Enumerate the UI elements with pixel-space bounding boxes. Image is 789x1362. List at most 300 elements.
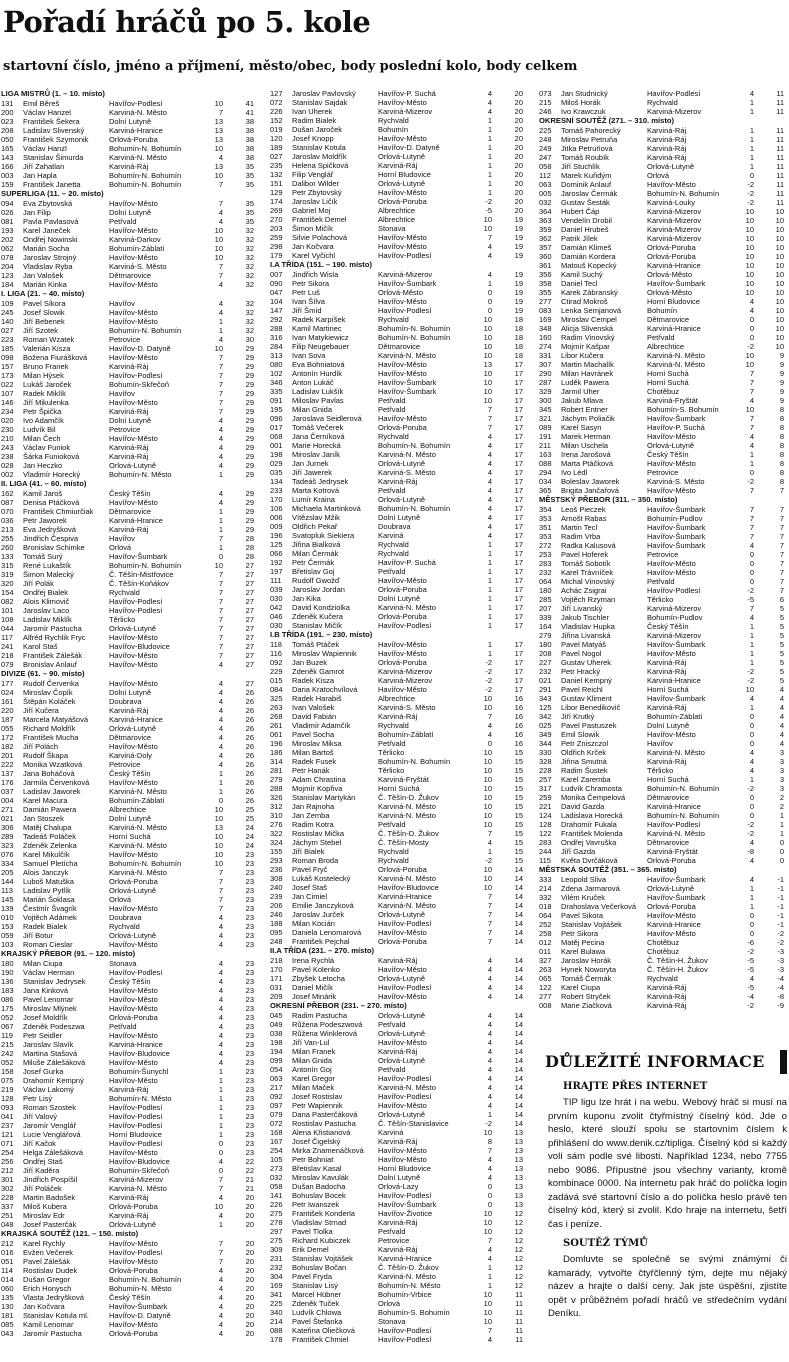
start-number: 276 bbox=[270, 820, 283, 829]
last-round-points: -4 bbox=[747, 992, 754, 1001]
player-name: Oldřich Krček bbox=[561, 748, 607, 757]
town: Karviná-Ráj bbox=[109, 706, 149, 715]
town: Karviná-Mizerov bbox=[647, 234, 702, 243]
start-number: 232 bbox=[539, 568, 552, 577]
total-points: 23 bbox=[245, 913, 254, 922]
player-name: Pavel Lenomar bbox=[23, 995, 74, 1004]
player-row bbox=[1, 832, 259, 841]
player-row bbox=[539, 757, 787, 766]
town: Havířov-Město bbox=[378, 134, 427, 143]
last-round-points: 10 bbox=[214, 344, 223, 353]
player-name: Růžena Winklerová bbox=[292, 1029, 358, 1038]
total-points: 15 bbox=[514, 802, 523, 811]
town: Havířov-Šumbark bbox=[109, 552, 168, 561]
start-number: 137 bbox=[1, 769, 14, 778]
town: Petrovice bbox=[647, 550, 679, 559]
player-name: Dominik Anlauf bbox=[561, 180, 612, 189]
last-round-points: 10 bbox=[214, 235, 223, 244]
town: Bohumín-S. Bohumín bbox=[647, 405, 719, 414]
start-number: 027 bbox=[270, 152, 283, 161]
last-round-points: 7 bbox=[218, 380, 223, 389]
player-name: Petr Sikora bbox=[292, 279, 330, 288]
player-row bbox=[539, 550, 787, 559]
last-round-points: 4 bbox=[218, 1266, 223, 1275]
town: Karviná-Ráj bbox=[647, 703, 687, 712]
player-name: Matěj Chalupa bbox=[23, 823, 72, 832]
last-round-points: 7 bbox=[218, 606, 223, 615]
player-row bbox=[1, 805, 259, 814]
town: Havířov-Město bbox=[109, 1031, 158, 1040]
player-row bbox=[1, 1112, 259, 1121]
last-round-points: 4 bbox=[218, 697, 223, 706]
town: Havířov-Město bbox=[647, 486, 696, 495]
player-name: René Lukaštík bbox=[23, 561, 71, 570]
town: Orlová-Poruba bbox=[378, 197, 427, 206]
player-row bbox=[1, 859, 259, 868]
last-round-points: 7 bbox=[218, 579, 223, 588]
player-name: Jan Kočvara bbox=[292, 242, 334, 251]
last-round-points: 4 bbox=[218, 1193, 223, 1202]
player-row bbox=[1, 226, 259, 235]
player-row bbox=[270, 1281, 528, 1290]
town: Horní Bludovice bbox=[378, 1164, 431, 1173]
town: Albrechtice bbox=[378, 206, 416, 215]
last-round-points: 10 bbox=[483, 865, 492, 874]
total-points: 10 bbox=[775, 225, 784, 234]
town: Dětmarovice bbox=[109, 733, 152, 742]
total-points: 11 bbox=[776, 107, 784, 116]
player-row bbox=[1, 1175, 259, 1184]
last-round-points: 4 bbox=[487, 441, 492, 450]
start-number: 225 bbox=[270, 1299, 283, 1308]
player-name: Zbyšek Letocha bbox=[292, 974, 345, 983]
last-round-points: 7 bbox=[218, 389, 223, 398]
last-round-points: 1 bbox=[749, 107, 754, 116]
player-row bbox=[1, 1320, 259, 1329]
town: Havířov-Šumbark bbox=[647, 414, 706, 423]
player-name: Rostislav Dudek bbox=[23, 1266, 78, 1275]
player-name: Pavel Sikora bbox=[561, 911, 604, 920]
total-points: 8 bbox=[779, 450, 784, 459]
player-row bbox=[539, 541, 787, 550]
start-number: 246 bbox=[270, 910, 283, 919]
town: Havířov-Město bbox=[109, 1004, 158, 1013]
start-number: 145 bbox=[1, 895, 14, 904]
last-round-points: 7 bbox=[749, 387, 754, 396]
last-round-points: 1 bbox=[487, 134, 492, 143]
town: Chotěbuz bbox=[647, 938, 680, 947]
player-name: Jiří Van-Lul bbox=[292, 1038, 330, 1047]
total-points: 23 bbox=[245, 1094, 254, 1103]
last-round-points: 0 bbox=[749, 559, 754, 568]
total-points: 15 bbox=[514, 838, 523, 847]
town: Havířov-Bludovice bbox=[109, 1157, 170, 1166]
player-row bbox=[539, 965, 787, 974]
player-row bbox=[270, 1200, 528, 1209]
player-row bbox=[270, 242, 528, 251]
last-round-points: 1 bbox=[218, 470, 223, 479]
player-name: Petr Wapiennik bbox=[292, 1101, 343, 1110]
start-number: 043 bbox=[1, 1329, 14, 1338]
last-round-points: 1 bbox=[749, 162, 754, 171]
total-points: 10 bbox=[775, 297, 784, 306]
town: Orlová bbox=[109, 543, 132, 552]
start-number: 036 bbox=[1, 516, 14, 525]
player-row bbox=[539, 568, 787, 577]
player-name: Jiřina Bialková bbox=[292, 540, 341, 549]
last-round-points: 4 bbox=[218, 931, 223, 940]
player-name: Marián Socha bbox=[23, 244, 70, 253]
last-round-points: 13 bbox=[214, 126, 223, 135]
total-points: 16 bbox=[514, 712, 523, 721]
town: Karviná-N. Město bbox=[109, 841, 167, 850]
player-row bbox=[1, 507, 259, 516]
town: Orlová-Lazy bbox=[378, 1182, 419, 1191]
player-row bbox=[1, 579, 259, 588]
start-number: 174 bbox=[270, 197, 283, 206]
start-number: 204 bbox=[1, 262, 14, 271]
total-points: 23 bbox=[245, 977, 254, 986]
player-row bbox=[1, 823, 259, 832]
town: Havířov-Město bbox=[109, 280, 158, 289]
town: Chotěbuz bbox=[647, 387, 680, 396]
town: Karviná-Ráj bbox=[109, 362, 149, 371]
start-number: 365 bbox=[539, 486, 552, 495]
total-points: 20 bbox=[245, 1320, 254, 1329]
start-number: 035 bbox=[270, 468, 283, 477]
start-number: 235 bbox=[270, 161, 283, 170]
last-round-points: 7 bbox=[218, 895, 223, 904]
player-row bbox=[1, 697, 259, 706]
town: Havířov-Město bbox=[378, 1038, 427, 1047]
total-points: 7 bbox=[779, 541, 784, 550]
player-name: Marcela Matyášová bbox=[23, 715, 89, 724]
total-points: 0 bbox=[779, 838, 784, 847]
player-row bbox=[539, 98, 787, 107]
town: Orlová-Lutyně bbox=[378, 910, 426, 919]
town: Havířov-Podlesí bbox=[378, 1326, 432, 1335]
total-points: 17 bbox=[514, 603, 523, 612]
player-row bbox=[270, 784, 528, 793]
last-round-points: 4 bbox=[749, 613, 754, 622]
player-name: Zdeněk Tuček bbox=[292, 1299, 340, 1308]
last-round-points: 1 bbox=[487, 161, 492, 170]
last-round-points: 4 bbox=[218, 461, 223, 470]
start-number: 275 bbox=[270, 1236, 283, 1245]
player-row bbox=[539, 324, 787, 333]
total-points: 17 bbox=[514, 685, 523, 694]
player-name: Tadeáš Poláček bbox=[23, 832, 76, 841]
total-points: 27 bbox=[245, 660, 254, 669]
total-points: 23 bbox=[245, 886, 254, 895]
total-points: 23 bbox=[245, 922, 254, 931]
player-row bbox=[539, 180, 787, 189]
total-points: -3 bbox=[777, 947, 784, 956]
player-name: Boleslav Jaworek bbox=[561, 477, 620, 486]
last-round-points: 4 bbox=[218, 1311, 223, 1320]
player-row bbox=[270, 603, 528, 612]
last-round-points: 7 bbox=[218, 877, 223, 886]
start-number: 161 bbox=[1, 697, 14, 706]
player-name: Dana Pasterčáková bbox=[292, 1110, 358, 1119]
info-box bbox=[545, 1050, 787, 1321]
player-row bbox=[1, 117, 259, 126]
last-round-points: 4 bbox=[487, 1173, 492, 1182]
player-row bbox=[270, 703, 528, 712]
start-number: 252 bbox=[539, 920, 552, 929]
player-row bbox=[270, 1173, 528, 1182]
last-round-points: 0 bbox=[487, 739, 492, 748]
total-points: 17 bbox=[514, 504, 523, 513]
player-name: Helga Zálešáková bbox=[23, 1148, 84, 1157]
last-round-points: 1 bbox=[487, 1263, 492, 1272]
start-number: 154 bbox=[1, 588, 14, 597]
last-round-points: 7 bbox=[218, 588, 223, 597]
total-points: 15 bbox=[514, 829, 523, 838]
last-round-points: 10 bbox=[483, 1209, 492, 1218]
start-number: 079 bbox=[270, 1110, 283, 1119]
start-number: 112 bbox=[539, 171, 551, 180]
player-row bbox=[539, 712, 787, 721]
start-number: 183 bbox=[1, 986, 14, 995]
town: Bohumín-N. Město bbox=[109, 1284, 172, 1293]
player-name: Dušan Badocha bbox=[292, 1182, 346, 1191]
total-points: 17 bbox=[514, 486, 523, 495]
total-points: 12 bbox=[514, 1245, 523, 1254]
town: Orlová-Lutyně bbox=[378, 459, 426, 468]
last-round-points: 7 bbox=[218, 271, 223, 280]
start-number: 125 bbox=[539, 703, 552, 712]
last-round-points: 4 bbox=[218, 706, 223, 715]
start-number: 128 bbox=[1, 1094, 14, 1103]
player-row bbox=[1, 1094, 259, 1103]
town: Havířov-Město bbox=[647, 911, 696, 920]
town: Bohumín bbox=[378, 125, 409, 134]
total-points: 5 bbox=[779, 613, 784, 622]
total-points: 13 bbox=[514, 1173, 523, 1182]
last-round-points: 10 bbox=[483, 874, 492, 883]
player-name: Daniel Hrubeš bbox=[561, 225, 609, 234]
player-name: František Šekera bbox=[23, 117, 80, 126]
last-round-points: 4 bbox=[487, 89, 492, 98]
player-name: Květa Dvrčáková bbox=[561, 856, 618, 865]
last-round-points: 10 bbox=[483, 1227, 492, 1236]
player-name: Pavel Fryda bbox=[292, 1272, 333, 1281]
total-points: 20 bbox=[514, 125, 523, 134]
start-number: 087 bbox=[1, 498, 14, 507]
total-points: 1 bbox=[779, 811, 784, 820]
player-name: Achác Zsigrai bbox=[561, 586, 607, 595]
start-number: 306 bbox=[1, 823, 14, 832]
last-round-points: 4 bbox=[218, 1329, 223, 1338]
player-row bbox=[270, 865, 528, 874]
town: Český Těšín bbox=[109, 1293, 151, 1302]
last-round-points: 8 bbox=[487, 1137, 492, 1146]
player-name: Josef Rostislav bbox=[292, 1092, 343, 1101]
start-number: 355 bbox=[539, 288, 552, 297]
last-round-points: 1 bbox=[487, 640, 492, 649]
town: Dětmarovice bbox=[647, 315, 690, 324]
player-row bbox=[270, 594, 528, 603]
player-row bbox=[1, 1248, 259, 1257]
player-name: Ivan Šílva bbox=[292, 297, 325, 306]
start-number: 192 bbox=[270, 558, 283, 567]
player-row bbox=[539, 486, 787, 495]
town: Havířov-Šumbark bbox=[647, 875, 706, 884]
start-number: 019 bbox=[270, 125, 283, 134]
player-name: Jana Kinková bbox=[23, 986, 69, 995]
last-round-points: 4 bbox=[218, 724, 223, 733]
town: Dětmarovice bbox=[647, 793, 690, 802]
total-points: 23 bbox=[245, 959, 254, 968]
total-points: 4 bbox=[779, 739, 784, 748]
start-number: 319 bbox=[1, 570, 14, 579]
start-number: 067 bbox=[1, 1022, 14, 1031]
start-number: 335 bbox=[270, 387, 283, 396]
town: Karviná-N. Město bbox=[378, 1083, 436, 1092]
player-row bbox=[539, 649, 787, 658]
start-number: 322 bbox=[270, 829, 283, 838]
total-points: 29 bbox=[245, 498, 254, 507]
last-round-points: 10 bbox=[483, 342, 492, 351]
town: Karviná-Mizerov bbox=[647, 604, 702, 613]
player-name: Miloslav Pavlas bbox=[292, 396, 344, 405]
total-points: 23 bbox=[245, 868, 254, 877]
total-points: 15 bbox=[514, 766, 523, 775]
player-name: Jaroslav Ličík bbox=[292, 197, 338, 206]
last-round-points: -2 bbox=[747, 784, 754, 793]
total-points: 11 bbox=[515, 1299, 523, 1308]
player-row bbox=[1, 679, 259, 688]
player-row bbox=[270, 306, 528, 315]
player-row bbox=[1, 733, 259, 742]
player-row bbox=[1, 561, 259, 570]
last-round-points: 0 bbox=[749, 171, 754, 180]
page-title: Pořadí hráčů po 5. kole bbox=[3, 5, 371, 39]
start-number: 103 bbox=[1, 940, 14, 949]
total-points: 11 bbox=[515, 1308, 523, 1317]
player-row bbox=[270, 206, 528, 215]
player-row bbox=[1, 1040, 259, 1049]
start-number: 079 bbox=[1, 660, 14, 669]
last-round-points: 4 bbox=[218, 416, 223, 425]
total-points: 14 bbox=[514, 928, 523, 937]
player-name: Jana Boháčová bbox=[23, 769, 75, 778]
player-name: Robert Entner bbox=[561, 405, 608, 414]
start-number: 208 bbox=[539, 649, 552, 658]
town: Havířov-Město bbox=[647, 432, 696, 441]
start-number: 269 bbox=[270, 206, 283, 215]
town: Havířov-Město bbox=[109, 308, 158, 317]
total-points: 15 bbox=[514, 775, 523, 784]
total-points: -3 bbox=[777, 965, 784, 974]
player-row bbox=[270, 170, 528, 179]
player-name: Petr Bohniat bbox=[292, 1155, 334, 1164]
town: Doubrava bbox=[378, 522, 411, 531]
total-points: 27 bbox=[245, 579, 254, 588]
start-number: 198 bbox=[270, 450, 283, 459]
player-row bbox=[539, 396, 787, 405]
last-round-points: 1 bbox=[487, 649, 492, 658]
player-row bbox=[539, 793, 787, 802]
town: Orlová-Lutyně bbox=[378, 1056, 426, 1065]
total-points: 14 bbox=[514, 1020, 523, 1029]
start-number: 288 bbox=[270, 324, 283, 333]
last-round-points: 1 bbox=[749, 884, 754, 893]
last-round-points: 0 bbox=[749, 802, 754, 811]
last-round-points: 7 bbox=[487, 233, 492, 242]
last-round-points: 4 bbox=[749, 875, 754, 884]
town: Bohumín-Pudlov bbox=[647, 613, 703, 622]
player-row bbox=[1, 1049, 259, 1058]
player-row bbox=[539, 333, 787, 342]
player-row bbox=[270, 152, 528, 161]
player-row bbox=[1, 1085, 259, 1094]
total-points: 17 bbox=[514, 594, 523, 603]
player-name: Jarmila Červenková bbox=[23, 778, 90, 787]
town: Havířov-Město bbox=[109, 679, 158, 688]
player-row bbox=[1, 769, 259, 778]
last-round-points: 7 bbox=[218, 570, 223, 579]
player-name: Ladislav Miklík bbox=[23, 615, 72, 624]
player-name: Mirka Znamenáčková bbox=[292, 1146, 364, 1155]
total-points: 23 bbox=[245, 1085, 254, 1094]
town: Havířov-Město bbox=[378, 369, 427, 378]
player-name: Rostislav Pastucha bbox=[292, 1119, 356, 1128]
town: Stonava bbox=[109, 959, 137, 968]
player-name: Miroslav Kavulák bbox=[292, 1173, 349, 1182]
total-points: 32 bbox=[245, 308, 254, 317]
player-name: Hynek Noworyta bbox=[561, 965, 617, 974]
last-round-points: 4 bbox=[218, 760, 223, 769]
player-row bbox=[539, 261, 787, 270]
total-points: 14 bbox=[514, 956, 523, 965]
town: Karviná-Hranice bbox=[647, 802, 701, 811]
start-number: 274 bbox=[539, 342, 552, 351]
total-points: 20 bbox=[245, 1248, 254, 1257]
player-name: Marcel Hübner bbox=[292, 1290, 342, 1299]
player-name: Miloš Kubera bbox=[23, 1202, 67, 1211]
player-name: Josef Gurka bbox=[23, 1067, 64, 1076]
town: Havířov-Město bbox=[109, 1076, 158, 1085]
start-number: 054 bbox=[270, 1065, 283, 1074]
player-name: Petr Špička bbox=[23, 407, 62, 416]
last-round-points: 7 bbox=[218, 1175, 223, 1184]
total-points: 12 bbox=[514, 1236, 523, 1245]
town: Rychvald bbox=[378, 721, 409, 730]
player-row bbox=[1, 371, 259, 380]
total-points: 14 bbox=[514, 937, 523, 946]
player-row bbox=[270, 956, 528, 965]
start-number: 243 bbox=[1, 443, 14, 452]
last-round-points: 1 bbox=[218, 516, 223, 525]
total-points: 17 bbox=[514, 567, 523, 576]
last-round-points: 7 bbox=[218, 108, 223, 117]
total-points: 14 bbox=[514, 865, 523, 874]
town: Český Těšín bbox=[109, 489, 151, 498]
player-row bbox=[270, 1074, 528, 1083]
town: Dolní Lutyně bbox=[109, 416, 152, 425]
last-round-points: 0 bbox=[749, 793, 754, 802]
player-name: Petr Jaworek bbox=[23, 516, 67, 525]
total-points: 19 bbox=[514, 215, 523, 224]
total-points: 35 bbox=[245, 199, 254, 208]
player-name: Pavel Síkora bbox=[23, 299, 66, 308]
total-points: 12 bbox=[514, 1263, 523, 1272]
player-name: Pavel Kolenko bbox=[292, 965, 340, 974]
total-points: 23 bbox=[245, 1076, 254, 1085]
player-name: Mojmír Kopřiva bbox=[292, 784, 343, 793]
